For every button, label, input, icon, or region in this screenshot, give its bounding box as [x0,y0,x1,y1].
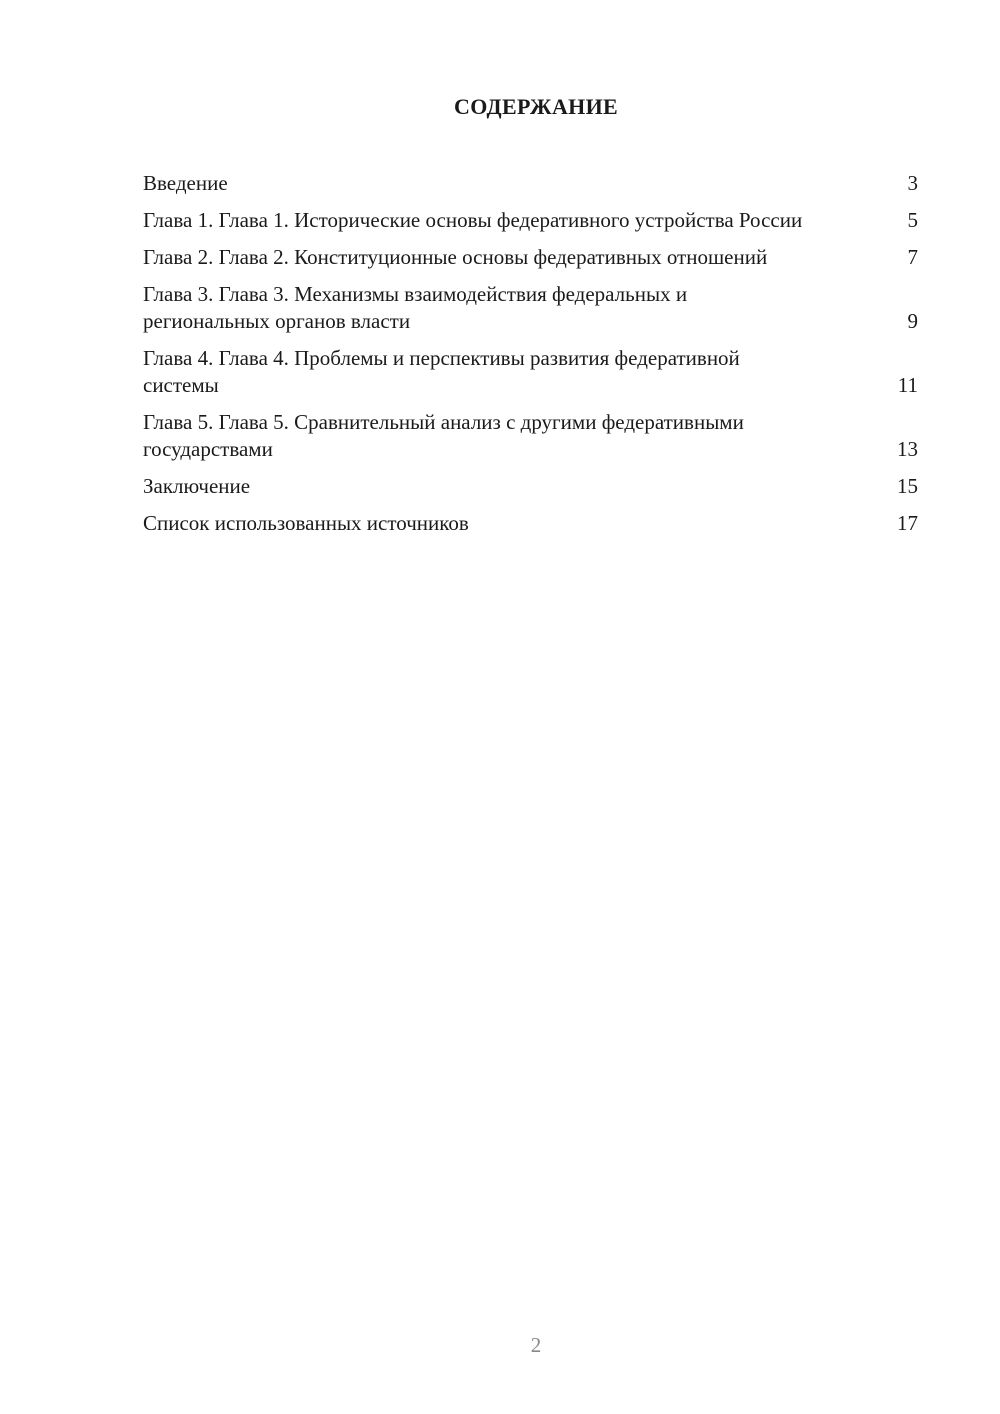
toc-entry-chapter-4 [143,345,918,399]
toc-entry-page: 11 [897,373,918,397]
toc-entry-chapter-3 [143,281,918,335]
toc-entry-conclusion [143,473,918,500]
toc-entry-page: 3 [907,171,918,195]
table-of-contents [143,170,918,547]
toc-entry-references [143,510,918,537]
toc-entry-title: Глава 1. Глава 1. Исторические основы федеративного устройства России [143,208,803,232]
toc-entry-title: Список использованных источников [143,511,469,535]
toc-heading: СОДЕРЖАНИЕ [454,94,618,119]
toc-entry-title: Глава 3. Глава 3. Механизмы взаимодействия федеральных и региональных органов власти [143,282,688,333]
page-number: 2 [530,1333,542,1357]
toc-entry-title: Заключение [143,474,251,498]
toc-entry-title: Глава 2. Глава 2. Конституционные основы федеративных отношений [143,245,768,269]
toc-entry-title: Введение [143,171,228,195]
toc-entry-chapter-2 [143,244,918,271]
toc-entry-title: Глава 4. Глава 4. Проблемы и перспективы развития федеративной системы [143,346,740,397]
toc-entry-page: 13 [897,437,918,461]
toc-entry-page: 9 [907,309,918,333]
toc-entry-page: 5 [907,208,918,232]
toc-entry-page: 7 [907,245,918,269]
toc-entry-chapter-1 [143,207,918,234]
toc-entry-page: 17 [897,511,918,535]
toc-entry-introduction [143,170,918,197]
toc-entry-title: Глава 5. Глава 5. Сравнительный анализ с другими федеративными государствами [143,410,744,461]
toc-entry-chapter-5 [143,409,918,463]
toc-entry-page: 15 [897,474,918,498]
